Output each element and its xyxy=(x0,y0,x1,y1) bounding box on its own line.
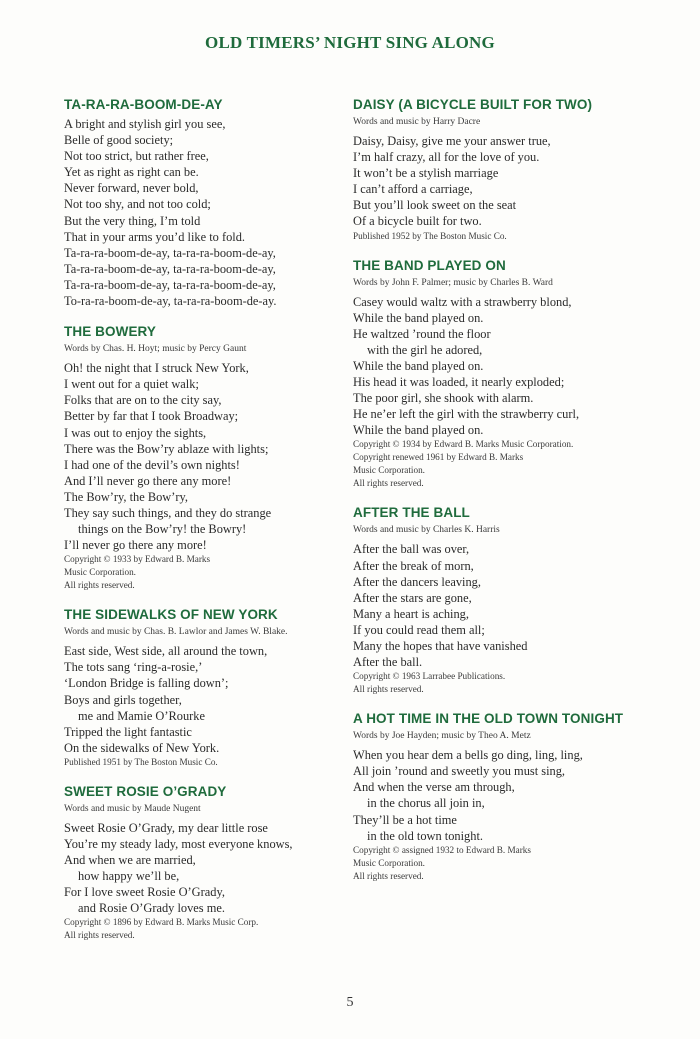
lyric-line: Sweet Rosie O’Grady, my dear little rose xyxy=(64,820,268,835)
copyright-note: Copyright © assigned 1932 to Edward B. Marks xyxy=(353,844,531,855)
lyric-line: Better by far that I took Broadway; xyxy=(64,409,239,424)
song-credit: Words by Chas. H. Hoyt; music by Percy Gaunt xyxy=(64,344,247,355)
lyric-line: Folks that are on to the city say, xyxy=(64,393,222,408)
lyrics xyxy=(353,747,653,883)
song-title: TA-RA-RA-BOOM-DE-AY xyxy=(64,97,223,112)
lyric-line: After the stars are gone, xyxy=(353,590,472,605)
lyric-line: All join ’round and sweetly you must sing, xyxy=(353,764,566,779)
lyric-line: in the chorus all join in, xyxy=(367,796,485,811)
copyright-note: Copyright renewed 1961 by Edward B. Marks xyxy=(353,452,524,463)
copyright-note: Music Corporation. xyxy=(353,857,425,868)
lyric-line: While the band played on. xyxy=(353,423,484,438)
copyright-note: Copyright © 1896 by Edward B. Marks Music Corp. xyxy=(64,917,259,928)
lyric-line: I’ll never go there any more! xyxy=(64,538,207,553)
lyric-line: Yet as right as right can be. xyxy=(64,165,199,180)
copyright-note: Published 1951 by The Boston Music Co. xyxy=(64,756,218,767)
lyric-line: They’ll be a hot time xyxy=(353,812,457,827)
right-column xyxy=(353,96,653,883)
lyrics xyxy=(353,541,653,696)
lyric-line: While the band played on. xyxy=(353,310,484,325)
lyric-line: East side, West side, all around the town, xyxy=(64,644,268,659)
song-title: THE SIDEWALKS OF NEW YORK xyxy=(64,607,278,623)
lyric-line: how happy we’ll be, xyxy=(78,869,180,884)
lyric-line: A bright and stylish girl you see, xyxy=(64,117,226,131)
copyright-note: Music Corporation. xyxy=(353,465,425,476)
lyric-line: Many a heart is aching, xyxy=(353,606,469,621)
lyric-line: Not too strict, but rather free, xyxy=(64,149,209,164)
lyric-line: ‘London Bridge is falling down’; xyxy=(64,676,229,691)
song-the-sidewalks-of-new-york xyxy=(64,606,364,769)
lyric-line: The tots sang ‘ring-a-rosie,’ xyxy=(64,660,203,675)
copyright-note: Published 1952 by The Boston Music Co. xyxy=(353,230,507,241)
lyric-line: Of a bicycle built for two. xyxy=(353,214,482,229)
lyric-line: If you could read them all; xyxy=(353,622,485,637)
lyric-line: I’m half crazy, all for the love of you. xyxy=(353,150,540,165)
song-credit: Words and music by Chas. B. Lawlor and James W. Blake. xyxy=(64,627,288,638)
lyric-line: And when we are married, xyxy=(64,853,196,868)
lyric-line: While the band played on. xyxy=(353,358,484,373)
song-title: A HOT TIME IN THE OLD TOWN TONIGHT xyxy=(353,711,624,727)
copyright-note: Copyright © 1963 Larrabee Publications. xyxy=(353,671,506,682)
lyric-line: with the girl he adored, xyxy=(367,342,483,357)
lyric-line: Ta-ra-ra-boom-de-ay, ta-ra-ra-boom-de-ay, xyxy=(64,261,276,276)
lyric-line: After the break of morn, xyxy=(353,558,474,573)
lyric-line: And when the verse am through, xyxy=(353,780,515,795)
lyric-line: I was out to enjoy the sights, xyxy=(64,425,207,440)
lyric-line: After the dancers leaving, xyxy=(353,574,481,589)
lyrics xyxy=(353,133,653,243)
lyric-line: It won’t be a stylish marriage xyxy=(353,166,499,181)
song-a-hot-time-in-the-old-town-tonight xyxy=(353,710,653,883)
lyric-line: Never forward, never bold, xyxy=(64,181,199,196)
song-credit: Words and music by Charles K. Harris xyxy=(353,525,500,536)
song-credit: Words and music by Maude Nugent xyxy=(64,803,201,814)
page-number: 5 xyxy=(346,995,354,1010)
lyric-line: You’re my steady lady, most everyone knows, xyxy=(64,837,293,851)
song-credit: Words by Joe Hayden; music by Theo A. Metz xyxy=(353,731,531,742)
lyric-line: Tripped the light fantastic xyxy=(64,724,192,739)
copyright-note: All rights reserved. xyxy=(353,870,424,881)
song-title: DAISY (A BICYCLE BUILT FOR TWO) xyxy=(353,97,593,112)
lyric-line: I can’t afford a carriage, xyxy=(353,182,473,197)
lyric-line: The Bow’ry, the Bow’ry, xyxy=(64,489,188,504)
lyric-line: He waltzed ’round the floor xyxy=(353,326,491,341)
lyric-line: After the ball was over, xyxy=(353,542,470,557)
lyric-line: Boys and girls together, xyxy=(64,692,182,707)
lyric-line: But you’ll look sweet on the seat xyxy=(353,198,517,213)
song-credit: Words and music by Harry Dacre xyxy=(353,117,481,127)
lyric-line: The poor girl, she shook with alarm. xyxy=(353,391,534,406)
lyric-line: After the ball. xyxy=(353,655,423,670)
song-daisy-a-bicycle-built-for-two xyxy=(353,96,653,243)
copyright-note: Music Corporation. xyxy=(64,567,136,578)
copyright-note: All rights reserved. xyxy=(64,930,135,941)
lyric-line: Ta-ra-ra-boom-de-ay, ta-ra-ra-boom-de-ay, xyxy=(64,277,276,292)
lyric-line: He ne’er left the girl with the strawberry curl, xyxy=(353,407,580,422)
song-the-band-played-on xyxy=(353,257,653,491)
lyric-line: things on the Bow’ry! the Bowry! xyxy=(78,522,247,537)
copyright-note: All rights reserved. xyxy=(353,684,424,695)
lyric-line: Not too shy, and not too cold; xyxy=(64,197,211,212)
lyric-line: They say such things, and they do strange xyxy=(64,505,272,520)
lyric-line: Many the hopes that have vanished xyxy=(353,638,528,653)
lyric-line: That in your arms you’d like to fold. xyxy=(64,229,246,244)
page-title: OLD TIMERS’ NIGHT SING ALONG xyxy=(205,33,495,52)
song-title: SWEET ROSIE O’GRADY xyxy=(64,783,227,799)
song-title: AFTER THE BALL xyxy=(353,505,470,521)
lyric-line: I had one of the devil’s own nights! xyxy=(64,457,240,472)
lyric-line: in the old town tonight. xyxy=(367,828,483,843)
copyright-note: All rights reserved. xyxy=(353,478,424,489)
copyright-note: All rights reserved. xyxy=(64,580,135,591)
lyric-line: There was the Bow’ry ablaze with lights; xyxy=(64,441,269,456)
lyric-line: On the sidewalks of New York. xyxy=(64,740,220,755)
song-the-bowery xyxy=(64,323,364,592)
song-title: THE BOWERY xyxy=(64,324,156,340)
lyric-line: me and Mamie O’Rourke xyxy=(78,708,205,723)
song-title: THE BAND PLAYED ON xyxy=(353,257,506,273)
lyrics xyxy=(64,643,364,769)
lyric-line: When you hear dem a bells go ding, ling, ling, xyxy=(353,748,583,763)
song-ta-ra-ra-boom-de-ay xyxy=(64,96,364,309)
copyright-note: Copyright © 1934 by Edward B. Marks Music Corporation. xyxy=(353,439,574,450)
lyrics xyxy=(64,360,364,592)
lyric-line: His head it was loaded, it nearly exploded; xyxy=(353,375,565,390)
lyric-line: But the very thing, I’m told xyxy=(64,213,201,228)
lyrics xyxy=(64,116,364,309)
lyric-line: Daisy, Daisy, give me your answer true, xyxy=(353,134,551,148)
lyric-line: Oh! the night that I struck New York, xyxy=(64,361,249,376)
left-column xyxy=(64,96,364,942)
lyric-line: Casey would waltz with a strawberry blond, xyxy=(353,294,572,309)
lyric-line: and Rosie O’Grady loves me. xyxy=(78,901,225,916)
lyric-line: To-ra-ra-boom-de-ay, ta-ra-ra-boom-de-ay. xyxy=(64,294,277,309)
lyrics xyxy=(64,820,364,943)
song-after-the-ball xyxy=(353,504,653,696)
copyright-note: Copyright © 1933 by Edward B. Marks xyxy=(64,554,211,565)
lyric-line: I went out for a quiet walk; xyxy=(64,377,199,392)
lyric-line: And I’ll never go there any more! xyxy=(64,473,232,488)
lyric-line: Ta-ra-ra-boom-de-ay, ta-ra-ra-boom-de-ay, xyxy=(64,245,276,260)
song-credit: Words by John F. Palmer; music by Charles B. Ward xyxy=(353,277,553,288)
lyrics xyxy=(353,294,653,491)
song-sweet-rosie-o-grady xyxy=(64,783,364,943)
lyric-line: Belle of good society; xyxy=(64,133,174,148)
lyric-line: For I love sweet Rosie O’Grady, xyxy=(64,885,225,900)
